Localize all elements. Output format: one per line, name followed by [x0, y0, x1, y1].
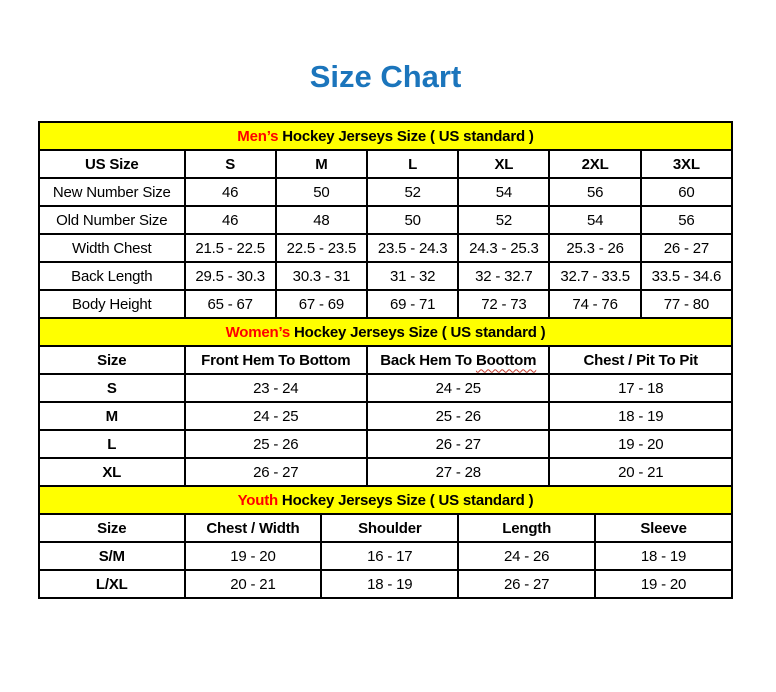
size-cell: 18 - 19 [595, 542, 732, 570]
size-cell: 52 [458, 206, 549, 234]
row-label: M [39, 402, 185, 430]
size-cell: 65 - 67 [185, 290, 276, 318]
size-cell: 26 - 27 [185, 458, 367, 486]
row-label: Old Number Size [39, 206, 185, 234]
size-cell: 25 - 26 [185, 430, 367, 458]
size-cell: 67 - 69 [276, 290, 367, 318]
size-cell: 19 - 20 [549, 430, 732, 458]
row-label: Back Length [39, 262, 185, 290]
column-header [367, 346, 549, 374]
column-header: Sleeve [595, 514, 732, 542]
size-cell: 60 [641, 178, 732, 206]
size-cell: 50 [367, 206, 458, 234]
section-title-highlight: Women’s [225, 323, 291, 341]
size-cell: 72 - 73 [458, 290, 549, 318]
table-row [39, 178, 732, 206]
size-cell: 16 - 17 [321, 542, 458, 570]
section-title-rest: Hockey Jerseys Size ( US standard ) [278, 127, 534, 145]
column-header-row [39, 514, 732, 542]
size-cell: 46 [185, 206, 276, 234]
page-title: Size Chart [309, 59, 462, 94]
section-title-womens [39, 318, 732, 346]
size-cell: 29.5 - 30.3 [185, 262, 276, 290]
size-cell: 54 [549, 206, 640, 234]
column-header: Chest / Pit To Pit [549, 346, 732, 374]
size-cell: 23.5 - 24.3 [367, 234, 458, 262]
size-cell: 21.5 - 22.5 [185, 234, 276, 262]
size-cell: 18 - 19 [321, 570, 458, 598]
column-header-row [39, 150, 732, 178]
size-cell: 26 - 27 [367, 430, 549, 458]
column-header: L [367, 150, 458, 178]
row-label: S [39, 374, 185, 402]
section-band-row [39, 122, 732, 150]
table-row [39, 458, 732, 486]
womens-size-table [38, 317, 733, 487]
size-chart-tables [38, 121, 733, 599]
column-header: 2XL [549, 150, 640, 178]
table-row [39, 542, 732, 570]
section-band-row [39, 318, 732, 346]
column-header: 3XL [641, 150, 732, 178]
size-cell: 74 - 76 [549, 290, 640, 318]
table-row [39, 374, 732, 402]
size-cell: 32.7 - 33.5 [549, 262, 640, 290]
table-row [39, 570, 732, 598]
size-cell: 23 - 24 [185, 374, 367, 402]
size-cell: 20 - 21 [185, 570, 322, 598]
size-cell: 24.3 - 25.3 [458, 234, 549, 262]
size-cell: 20 - 21 [549, 458, 732, 486]
mens-size-table [38, 121, 733, 319]
size-cell: 17 - 18 [549, 374, 732, 402]
size-cell: 26 - 27 [641, 234, 732, 262]
section-title-rest: Hockey Jerseys Size ( US standard ) [290, 323, 546, 341]
size-cell: 26 - 27 [458, 570, 595, 598]
size-cell: 52 [367, 178, 458, 206]
column-header: Length [458, 514, 595, 542]
column-header-misspelled-word: Boottom [475, 351, 537, 369]
column-header-row [39, 346, 732, 374]
size-cell: 31 - 32 [367, 262, 458, 290]
column-header: M [276, 150, 367, 178]
size-cell: 77 - 80 [641, 290, 732, 318]
column-header: S [185, 150, 276, 178]
column-header: XL [458, 150, 549, 178]
size-cell: 56 [641, 206, 732, 234]
row-label: Body Height [39, 290, 185, 318]
section-title-highlight: Youth [237, 491, 278, 509]
size-cell: 54 [458, 178, 549, 206]
size-cell: 24 - 26 [458, 542, 595, 570]
size-cell: 48 [276, 206, 367, 234]
table-row [39, 430, 732, 458]
youth-size-table [38, 485, 733, 599]
row-label: New Number Size [39, 178, 185, 206]
table-row [39, 290, 732, 318]
section-title-youth [39, 486, 732, 514]
size-cell: 56 [549, 178, 640, 206]
row-label: XL [39, 458, 185, 486]
size-cell: 24 - 25 [367, 374, 549, 402]
section-title-rest: Hockey Jerseys Size ( US standard ) [277, 491, 534, 509]
section-band-row [39, 486, 732, 514]
size-cell: 69 - 71 [367, 290, 458, 318]
column-header-text: Back Hem To [380, 351, 476, 369]
size-chart-page [0, 58, 776, 599]
column-header: Chest / Width [185, 514, 322, 542]
column-header: Front Hem To Bottom [185, 346, 367, 374]
column-header: US Size [39, 150, 185, 178]
size-cell: 18 - 19 [549, 402, 732, 430]
table-row [39, 402, 732, 430]
size-cell: 33.5 - 34.6 [641, 262, 732, 290]
size-cell: 25 - 26 [367, 402, 549, 430]
table-row [39, 262, 732, 290]
table-row [39, 206, 732, 234]
size-cell: 30.3 - 31 [276, 262, 367, 290]
row-label: S/M [39, 542, 185, 570]
size-cell: 19 - 20 [185, 542, 322, 570]
column-header: Size [39, 346, 185, 374]
size-cell: 32 - 32.7 [458, 262, 549, 290]
size-cell: 19 - 20 [595, 570, 732, 598]
row-label: Width Chest [39, 234, 185, 262]
row-label: L [39, 430, 185, 458]
table-row [39, 234, 732, 262]
column-header: Shoulder [321, 514, 458, 542]
section-title-mens [39, 122, 732, 150]
row-label: L/XL [39, 570, 185, 598]
size-cell: 22.5 - 23.5 [276, 234, 367, 262]
size-cell: 24 - 25 [185, 402, 367, 430]
size-cell: 25.3 - 26 [549, 234, 640, 262]
size-cell: 27 - 28 [367, 458, 549, 486]
size-cell: 46 [185, 178, 276, 206]
size-cell: 50 [276, 178, 367, 206]
section-title-highlight: Men’s [237, 127, 279, 145]
column-header: Size [39, 514, 185, 542]
